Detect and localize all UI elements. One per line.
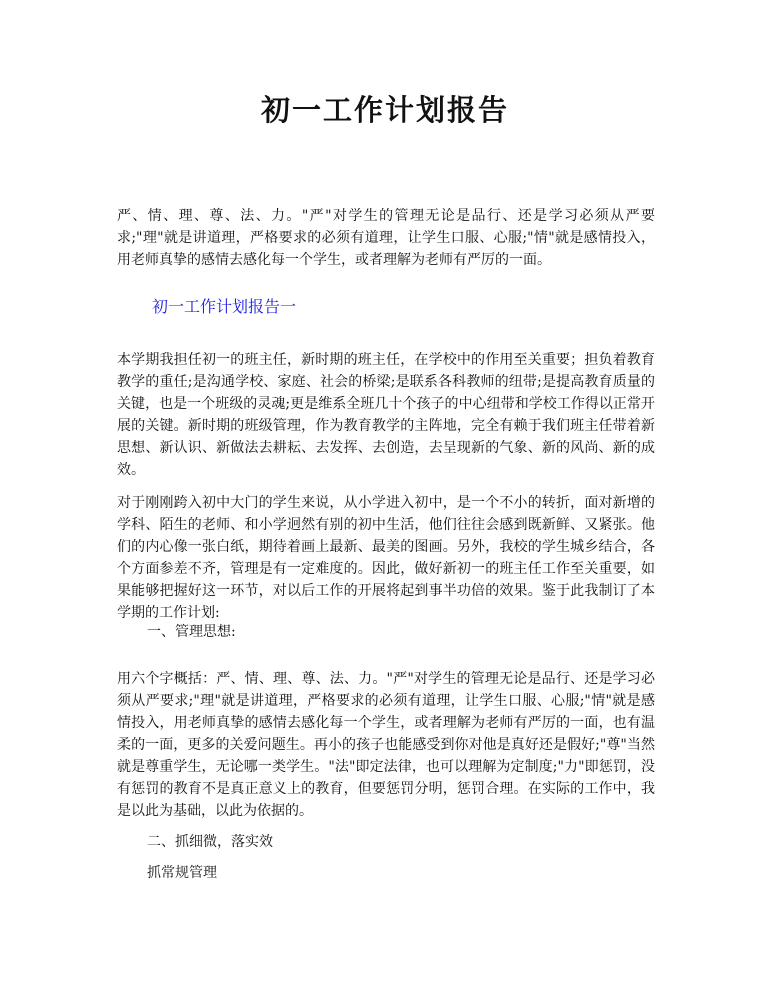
intro-paragraph: 严、情、理、尊、法、力。"严"对学生的管理无论是品行、还是学习必须从严要求;"理"就是讲道理，严格要求的必须有道理，让学生口服、心服;"情"就是感情投入，用老师真挚的感情去感化每一个学生，或者理解为老师有严厉的一面。 — [117, 208, 655, 268]
heading-management-thought: 一、管理思想: — [147, 624, 236, 640]
paragraph-3: 用六个字概括：严、情、理、尊、法、力。"严"对学生的管理无论是品行、还是学习必须从严要求;"理"就是讲道理，严格要求的必须有道理，让学生口服、心服;"情"就是感情投入，用老师真挚的感情去感化每一个学生，或者理解为老师有严厉的一面，也有温柔的一面，更多的关爱问题生。再小的孩子也能感受到你对他是真好还是假好;"尊"当然就是尊重学生，无论哪一类学生。"法"即定法律，也可以理解为定制度;"力"即惩罚，没有惩罚的教育不是真正意义上的教育，但要惩罚分明，惩罚合理。在实际的工作中，我是以此为基础，以此为依据的。 — [117, 671, 655, 819]
paragraph-1: 本学期我担任初一的班主任，新时期的班主任，在学校中的作用至关重要；担负着教育教学的重任;是沟通学校、家庭、社会的桥梁;是联系各科教师的纽带;是提高教育质量的关键，也是一个班级的灵魂;更是维系全班几十个孩子的中心纽带和学校工作得以正常开展的关键。新时期的班级管理，作为教育教学的主阵地，完全有赖于我们班主任带着新思想、新认识、新做法去耕耘、去发挥、去创造，去呈现新的气象、新的风尚、新的成效。 — [117, 352, 655, 478]
paragraph-2: 对于刚刚跨入初中大门的学生来说，从小学进入初中，是一个不小的转折，面对新增的学科、陌生的老师、和小学迥然有别的初中生活，他们往往会感到既新鲜、又紧张。他们的内心像一张白纸，期待着画上最新、最美的图画。另外，我校的学生城乡结合，各个方面参差不齐，管理是有一定难度的。因此，做好新初一的班主任工作至关重要，如果能够把握好这一环节，对以后工作的开展将起到事半功倍的效果。鉴于此我制订了本学期的工作计划: — [117, 495, 655, 621]
heading-details: 二、抓细微，落实效 — [147, 834, 273, 850]
heading-routine-management: 抓常规管理 — [147, 865, 217, 881]
section-title: 初一工作计划报告一 — [152, 297, 297, 316]
page-title: 初一工作计划报告 — [260, 93, 509, 127]
